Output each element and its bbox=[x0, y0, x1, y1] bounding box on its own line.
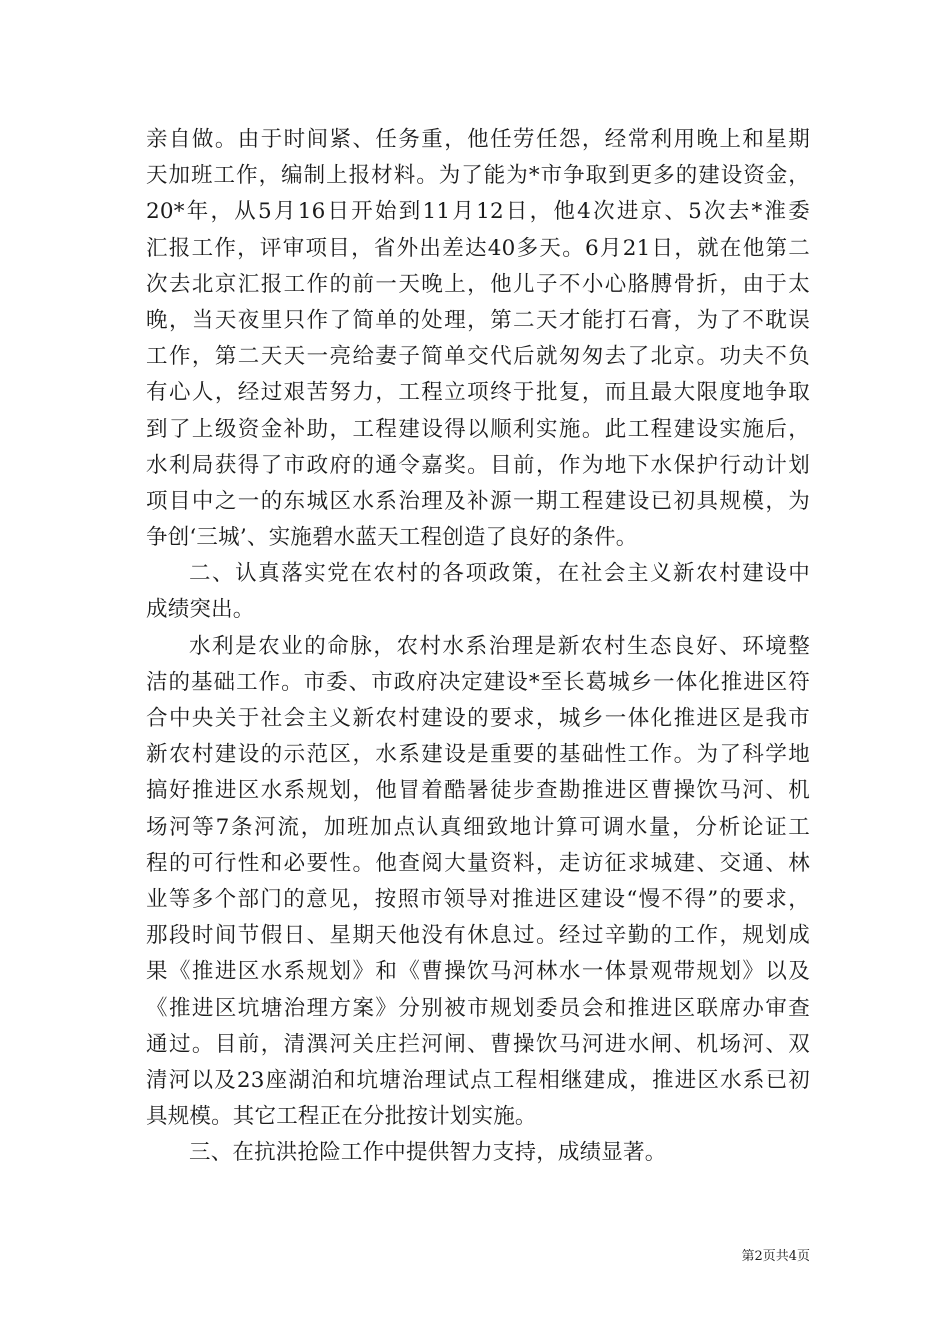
text-line: 晚，当天夜里只作了简单的处理，第二天才能打石膏，为了不耽误 bbox=[146, 307, 810, 333]
text-line: 新农村建设的示范区，水系建设是重要的基础性工作。为了科学地 bbox=[146, 742, 810, 768]
text-line: 通过。目前，清潩河关庄拦河闸、曹操饮马河进水闸、机场河、双 bbox=[146, 1031, 810, 1057]
text-line: 三、在抗洪抢险工作中提供智力支持，成绩显著。 bbox=[189, 1140, 667, 1166]
text-line: 汇报工作，评审项目，省外出差达40多天。6月21日，就在他第二 bbox=[146, 235, 810, 261]
text-line: 次去北京汇报工作的前一天晚上，他儿子不小心胳膊骨折，由于太 bbox=[146, 271, 810, 297]
page-number: 第2页共4页 bbox=[741, 1249, 810, 1264]
text-line: 成绩突出。 bbox=[146, 597, 255, 623]
text-line: 具规模。其它工程正在分批按计划实施。 bbox=[146, 1104, 537, 1130]
text-line: 争创‘三城’、实施碧水蓝天工程创造了良好的条件。 bbox=[146, 525, 638, 551]
text-line: 项目中之一的东城区水系治理及补源一期工程建设已初具规模，为 bbox=[146, 488, 810, 514]
text-line: 场河等7条河流，加班加点认真细致地计算可调水量，分析论证工 bbox=[146, 814, 810, 840]
text-line: 清河以及23座湖泊和坑塘治理试点工程相继建成，推进区水系已初 bbox=[146, 1067, 810, 1093]
text-line: 果《推进区水系规划》和《曹操饮马河林水一体景观带规划》以及 bbox=[146, 959, 810, 985]
text-line: 到了上级资金补助，工程建设得以顺利实施。此工程建设实施后， bbox=[146, 416, 810, 442]
text-line: 二、认真落实党在农村的各项政策，在社会主义新农村建设中 bbox=[189, 561, 810, 587]
text-line: 业等多个部门的意见，按照市领导对推进区建设“慢不得”的要求， bbox=[146, 886, 810, 912]
text-line: 搞好推进区水系规划，他冒着酷暑徒步查勘推进区曹操饮马河、机 bbox=[146, 778, 810, 804]
text-line: 水利是农业的命脉，农村水系治理是新农村生态良好、环境整 bbox=[189, 633, 810, 659]
text-line: 天加班工作，编制上报材料。为了能为*市争取到更多的建设资金， bbox=[146, 163, 810, 189]
text-line: 20*年，从5月16日开始到11月12日，他4次进京、5次去*淮委 bbox=[146, 199, 810, 225]
text-line: 洁的基础工作。市委、市政府决定建设*至长葛城乡一体化推进区符 bbox=[146, 669, 810, 695]
text-line: 程的可行性和必要性。他查阅大量资料，走访征求城建、交通、林 bbox=[146, 850, 810, 876]
text-line: 亲自做。由于时间紧、任务重，他任劳任怨，经常利用晚上和星期 bbox=[146, 127, 810, 152]
text-line: 有心人，经过艰苦努力，工程立项终于批复，而且最大限度地争取 bbox=[146, 380, 810, 406]
body-text bbox=[146, 122, 810, 1171]
text-line: 《推进区坑塘治理方案》分别被市规划委员会和推进区联席办审查 bbox=[146, 995, 810, 1021]
text-line: 水利局获得了市政府的通令嘉奖。目前，作为地下水保护行动计划 bbox=[146, 452, 810, 478]
text-line: 合中央关于社会主义新农村建设的要求，城乡一体化推进区是我市 bbox=[146, 706, 810, 731]
text-line: 那段时间节假日、星期天他没有休息过。经过辛勤的工作，规划成 bbox=[146, 923, 810, 949]
text-line: 工作，第二天天一亮给妻子简单交代后就匆匆去了北京。功夫不负 bbox=[146, 344, 810, 370]
